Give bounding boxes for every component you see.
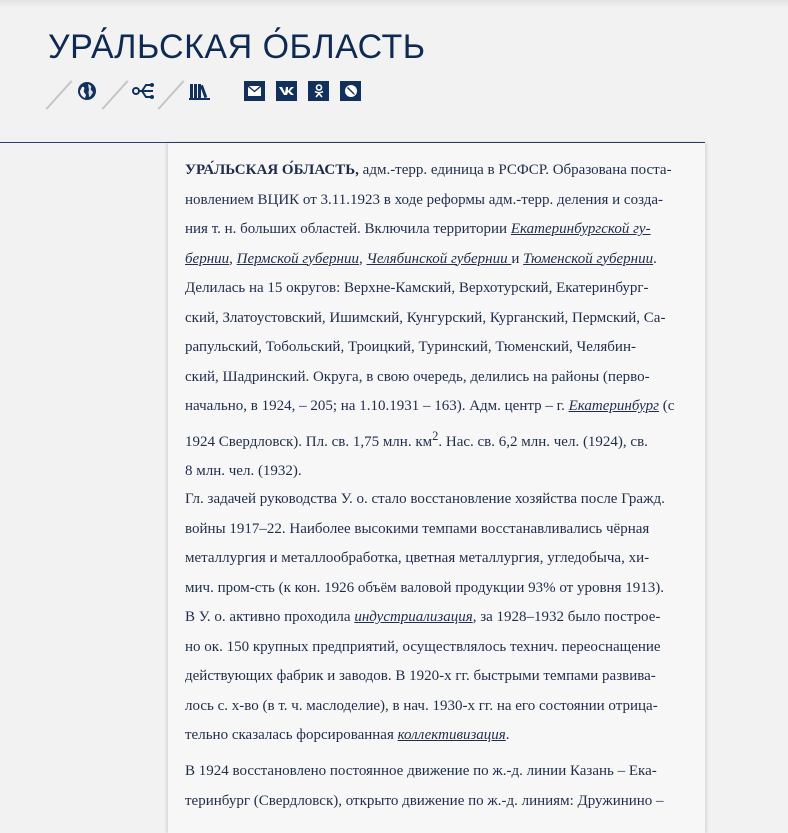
paragraph-3: В 1924 восстановлено постоянное движение по ж.-д. линии Казань – Ека- теринбург (Свердловск), открыто движение по ж.-д. линиям: Дружинино – (185, 763, 664, 809)
livejournal-share-button[interactable] (340, 81, 361, 101)
headword: УРА́ЛЬСКАЯ О́БЛАСТЬ, (185, 162, 359, 178)
globe-icon[interactable] (76, 80, 98, 102)
paragraph-2: Гл. задачей руководства У. о. стало восстановление хозяйства после Гражд. войны 1917–22. Наиболее высокими темпами восстанавливались чёрная металлургия и металлообработка, цветная металлургия, угледобыча, хи- мич. пром-сть (к кон. 1926 объём валовой продукции 93% от уровня 1913). В У. о. активно проходила индустриализация, за 1928–1932 было построе- но ок. 150 крупных предприятий, осуществлялось технич. переоснащение действующих фабрик и заводов. В 1920-х гг. быстрыми темпами развива- лось с. х-во (в т. ч. маслоделие), в нач. 1930-х гг. на его состоянии отрица- тельно сказалась форсированная коллективизация. (185, 491, 665, 743)
toolbar-separator (46, 80, 73, 110)
link-chelyabinsk-gubernia[interactable]: Челябинской губернии (366, 250, 512, 267)
toolbar-separator (158, 80, 185, 110)
link-ekaterinburg-gubernia-cont[interactable]: бернии (185, 250, 230, 267)
livejournal-icon (344, 84, 358, 98)
link-collectivization[interactable]: коллективизация (397, 727, 506, 743)
share-network-icon[interactable] (132, 80, 156, 102)
toolbar-separator (102, 80, 129, 110)
vk-share-button[interactable] (276, 81, 297, 101)
link-ekaterinburg-gubernia[interactable]: Екатеринбургской гу- (510, 221, 651, 237)
paragraph-1: УРА́ЛЬСКАЯ О́БЛАСТЬ, адм.-терр. единица в РСФСР. Образована поста- новлением ВЦИК от 3.11.1923 в ходе реформы адм.-терр. деления и созда- ния т. н. больших областей. Включила территории Екатеринбургской гу- бернии, Пермской губернии, Челябинской губернии и Тюменской губернии. Делилась на 15 округов: Верхне-Камский, Верхотурский, Екатеринбург- ский, Златоустовский, Ишимский, Кунгурский, Курганский, Пермский, Са- рапульский, Тобольский, Троицкий, Туринский, Тюменский, Челябин- ский, Шадринский. Округа, в свою очередь, делились на районы (перво- начально, в 1924, – 205; на 1.10.1931 – 163). Адм. центр – г. Екатеринбург (с 1924 Свердловск). Пл. св. 1,75 млн. $км^2$. Нас. св. 6,2 млн. чел. (1924), св. 8 млн. чел. (1932). (185, 162, 675, 479)
page-title: УРА́ЛЬСКАЯ О́БЛАСТЬ (48, 28, 426, 66)
odnoklassniki-share-button[interactable] (308, 81, 329, 101)
top-shadow-bar (0, 0, 788, 8)
link-perm-gubernia[interactable]: Пермской губернии (236, 250, 359, 267)
vk-icon (279, 86, 294, 96)
link-industrialization[interactable]: индустриализация (354, 609, 473, 625)
article-body (168, 143, 705, 833)
mail-share-button[interactable] (244, 81, 265, 101)
link-ekaterinburg[interactable]: Екатеринбург (568, 398, 659, 414)
link-tyumen-gubernia[interactable]: Тюменской губернии (523, 250, 654, 267)
odnoklassniki-icon (314, 84, 324, 98)
books-icon[interactable] (188, 80, 212, 102)
mail-icon (248, 86, 261, 96)
